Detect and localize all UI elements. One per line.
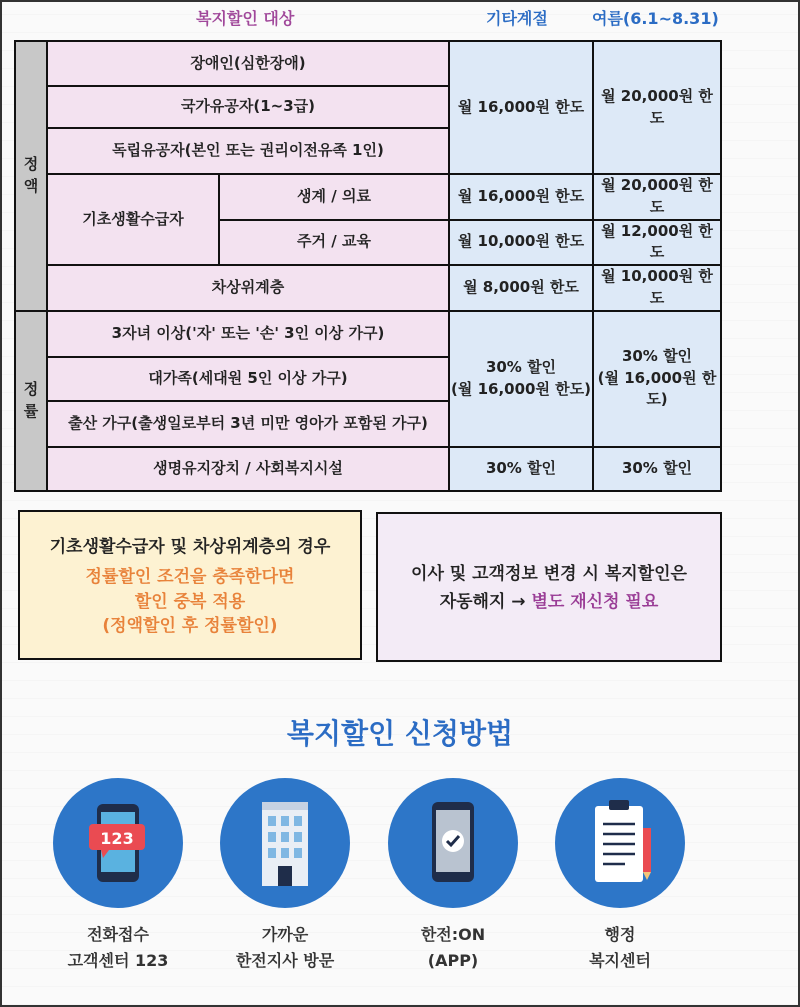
nearpoor-summer: 월 10,000원 한도 — [593, 265, 721, 311]
mobile-app-icon — [388, 778, 518, 908]
living-other: 월 16,000원 한도 — [449, 174, 593, 220]
header-other-season: 기타계절 — [486, 9, 548, 28]
table-row — [15, 265, 721, 311]
group-fixed: 정 액 — [15, 41, 47, 311]
row-living-medical: 생계 / 의료 — [219, 174, 449, 220]
row-veteran: 국가유공자(1~3급) — [47, 86, 449, 128]
method-label-branch: 가까운 한전지사 방문 — [235, 925, 335, 970]
note-left-body — [20, 565, 360, 639]
row-large-family: 대가족(세대원 5인 이상 가구) — [47, 357, 449, 401]
row-disabled: 장애인(심한장애) — [47, 41, 449, 86]
note-left-line2: 할인 중복 적용 — [134, 591, 246, 612]
phone-badge-text: 123 — [100, 829, 134, 848]
table-row — [15, 311, 721, 357]
method-label-app: 한전:ON (APP) — [420, 925, 486, 970]
rate-other-line1: 30% 할인 — [485, 357, 557, 376]
row-life-support: 생명유지장치 / 사회복지시설 — [47, 447, 449, 491]
rate-other-line2: (월 16,000원 한도) — [451, 379, 591, 398]
note-right-line2 — [378, 588, 720, 616]
rate-summer-line2: (월 16,000원 한도) — [597, 368, 717, 409]
living-summer: 월 20,000원 한도 — [593, 174, 721, 220]
grp1-other: 월 16,000원 한도 — [449, 41, 593, 174]
phone-icon — [53, 778, 183, 908]
rate-other — [449, 311, 593, 447]
row-birth: 출산 가구(출생일로부터 3년 미만 영아가 포함된 가구) — [47, 401, 449, 447]
note-left-line1: 정률할인 조건을 충족한다면 — [85, 567, 295, 587]
grp1-summer: 월 20,000원 한도 — [593, 41, 721, 174]
note-duplicate-discount — [18, 510, 362, 660]
row-independence: 독립유공자(본인 또는 권리이전유족 1인) — [47, 128, 449, 174]
building-icon — [220, 778, 350, 908]
note-right-auto: 자동해지 → — [439, 592, 532, 613]
row-three-children: 3자녀 이상('자' 또는 '손' 3인 이상 가구) — [47, 311, 449, 357]
note-right-line1: 이사 및 고객정보 변경 시 복지할인은 — [411, 564, 687, 584]
discount-table — [14, 40, 722, 492]
housing-summer: 월 12,000원 한도 — [593, 220, 721, 266]
row-basic-recipient: 기초생활수급자 — [47, 174, 219, 265]
table-row — [15, 447, 721, 491]
method-label-welfare-center: 행정 복지센터 — [589, 925, 651, 970]
group-rate: 정 률 — [15, 311, 47, 491]
table-row — [15, 174, 721, 220]
note-left-line3: (정액할인 후 정률할인) — [102, 616, 278, 637]
housing-other: 월 10,000원 한도 — [449, 220, 593, 266]
row-housing-edu: 주거 / 교육 — [219, 220, 449, 266]
life-summer: 30% 할인 — [593, 447, 721, 491]
clipboard-icon — [555, 778, 685, 908]
rate-summer-line1: 30% 할인 — [621, 346, 693, 365]
methods-title: 복지할인 신청방법 — [286, 717, 514, 750]
note-right-highlight: 별도 재신청 필요 — [531, 592, 659, 613]
rate-summer — [593, 311, 721, 447]
header-summer: 여름(6.1~8.31) — [592, 9, 719, 28]
note-left-title: 기초생활수급자 및 차상위계층의 경우 — [49, 537, 331, 557]
table-row — [15, 41, 721, 86]
nearpoor-other: 월 8,000원 한도 — [449, 265, 593, 311]
row-near-poor: 차상위계층 — [47, 265, 449, 311]
header-target: 복지할인 대상 — [196, 9, 295, 28]
method-label-phone: 전화접수 고객센터 123 — [67, 925, 169, 970]
note-reapply — [376, 512, 722, 662]
life-other: 30% 할인 — [449, 447, 593, 491]
